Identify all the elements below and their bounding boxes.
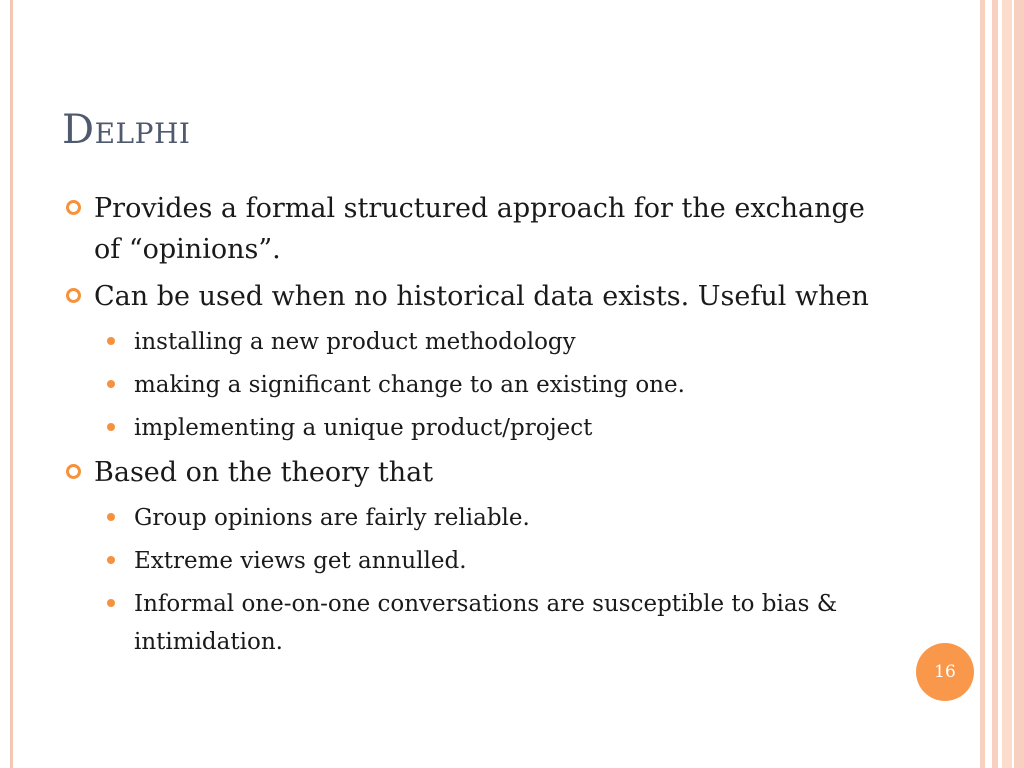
bullet-list <box>66 188 876 666</box>
sub-bullet-list <box>66 499 876 661</box>
orange-dot-icon <box>107 599 115 607</box>
sub-bullet-text: Extreme views get annulled. <box>134 548 467 574</box>
bullet-item <box>66 276 876 317</box>
page-number-badge <box>916 643 974 701</box>
orange-dot-icon <box>107 556 115 564</box>
sub-bullet-text: installing a new product methodology <box>134 329 576 355</box>
bullet-text: Provides a formal structured approach for the exchange of “opinions”. <box>94 193 865 265</box>
orange-dot-icon <box>107 513 115 521</box>
bullet-text: Can be used when no historical data exists. Useful when <box>94 281 869 312</box>
sub-bullet-text: making a significant change to an existing one. <box>134 372 685 398</box>
sub-bullet-item <box>66 323 876 361</box>
sub-bullet-item <box>66 585 876 661</box>
bullet-text: Based on the theory that <box>94 457 434 488</box>
sub-bullet-item <box>66 366 876 404</box>
orange-ring-icon <box>66 464 81 479</box>
slide-title: Delphi <box>62 107 191 153</box>
orange-dot-icon <box>107 423 115 431</box>
orange-dot-icon <box>107 337 115 345</box>
orange-ring-icon <box>66 288 81 303</box>
sub-bullet-text: implementing a unique product/project <box>134 415 593 441</box>
sub-bullet-list <box>66 323 876 447</box>
orange-dot-icon <box>107 380 115 388</box>
page-number: 16 <box>934 662 956 682</box>
decorative-stripe <box>985 0 992 768</box>
bullet-item <box>66 188 876 270</box>
sub-bullet-text: Group opinions are fairly reliable. <box>134 505 530 531</box>
sub-bullet-item <box>66 499 876 537</box>
sub-bullet-item <box>66 409 876 447</box>
sub-bullet-item <box>66 542 876 580</box>
orange-ring-icon <box>66 200 81 215</box>
left-border-rule <box>10 0 13 768</box>
decorative-stripe <box>1002 0 1012 768</box>
bullet-item <box>66 452 876 493</box>
sub-bullet-text: Informal one-on-one conversations are susceptible to bias & intimidation. <box>134 591 838 655</box>
decorative-stripe <box>1014 0 1024 768</box>
